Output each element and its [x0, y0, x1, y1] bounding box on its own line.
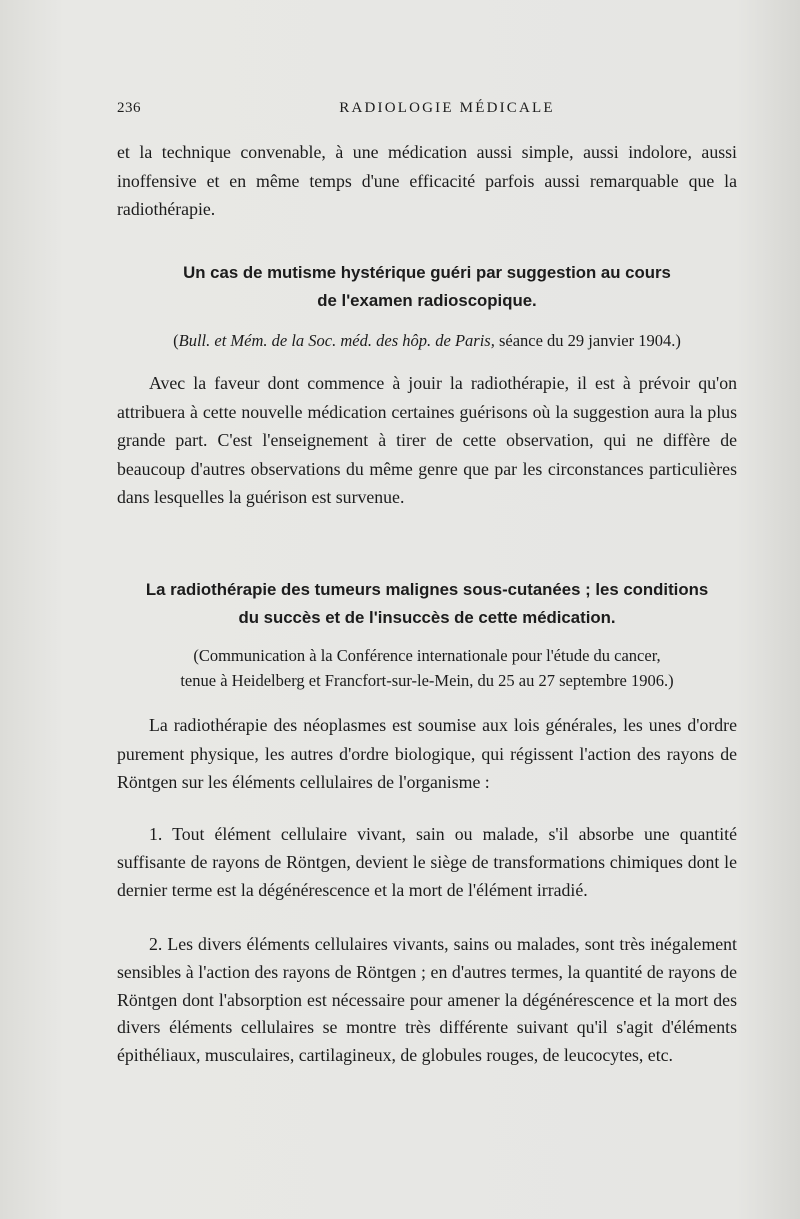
section2-citation [117, 643, 737, 693]
section2-item-1: 1. Tout élément cellulaire vivant, sain ou malade, s'il absorbe une quantité suffisante de rayons de Röntgen, devient le siège de transformations chimiques dont le dernier terme est la dégénérescence et la mort de l'élément irradié. [117, 824, 737, 900]
continuation-paragraph: et la technique convenable, à une médication aussi simple, aussi indolore, aussi inoffensive et en même temps d'une efficacité parfois aussi remarquable que la radiothérapie. [117, 142, 737, 219]
section2-title-line1: La radiothérapie des tumeurs malignes sous-cutanées ; les conditions [145, 580, 709, 599]
section2-item-2: 2. Les divers éléments cellulaires vivants, sains ou malades, sont très inégalement sensibles à l'action des rayons de Röntgen ; en d'autres termes, la quantité de rayons de Röntgen dont l'absorption est nécessaire pour amener la dégénérescence et la mort des divers éléments cellulaires se montre très différente suivant qu'il s'agit d'éléments épithéliaux, musculaires, cartilagineux, de globules rouges, de leucocytes, etc. [117, 934, 737, 1066]
section1-title-line2: de l'examen radioscopique. [317, 291, 537, 310]
section2-intro: La radiothérapie des néoplasmes est soumise aux lois générales, les unes d'ordre purement physique, les autres d'ordre biologique, qui régissent l'action des rayons de Röntgen sur les éléments cellulaires de l'organisme : [117, 715, 737, 792]
section1-citation [117, 328, 737, 353]
page-number: 236 [117, 100, 141, 116]
section1-citation-rest: séance du 29 janvier 1904.) [494, 331, 681, 350]
section2-title [117, 576, 737, 632]
running-head: RADIOLOGIE MÉDICALE [339, 100, 555, 116]
section2-citation-line1: (Communication à la Conférence internationale pour l'étude du cancer, [193, 646, 661, 665]
page-header [117, 100, 737, 124]
section1-title-line1: Un cas de mutisme hystérique guéri par suggestion au cours [183, 263, 671, 282]
section1-citation-open: ( [173, 331, 179, 350]
section2-title-line2: du succès et de l'insuccès de cette médication. [238, 608, 616, 627]
section1-citation-italic: Bull. et Mém. de la Soc. méd. des hôp. de Paris, [178, 331, 495, 350]
section1-paragraph: Avec la faveur dont commence à jouir la radiothérapie, il est à prévoir qu'on attribuera à cette nouvelle médication certaines guérisons où la suggestion aura la plus grande part. C'est l'enseignement à tirer de cette observation, qui ne diffère de beaucoup d'autres observations du même genre que par les circonstances particulières dans lesquelles la guérison est survenue. [117, 373, 737, 507]
section2-citation-line2: tenue à Heidelberg et Francfort-sur-le-Mein, du 25 au 27 septembre 1906.) [180, 671, 674, 690]
section1-title [117, 259, 737, 315]
